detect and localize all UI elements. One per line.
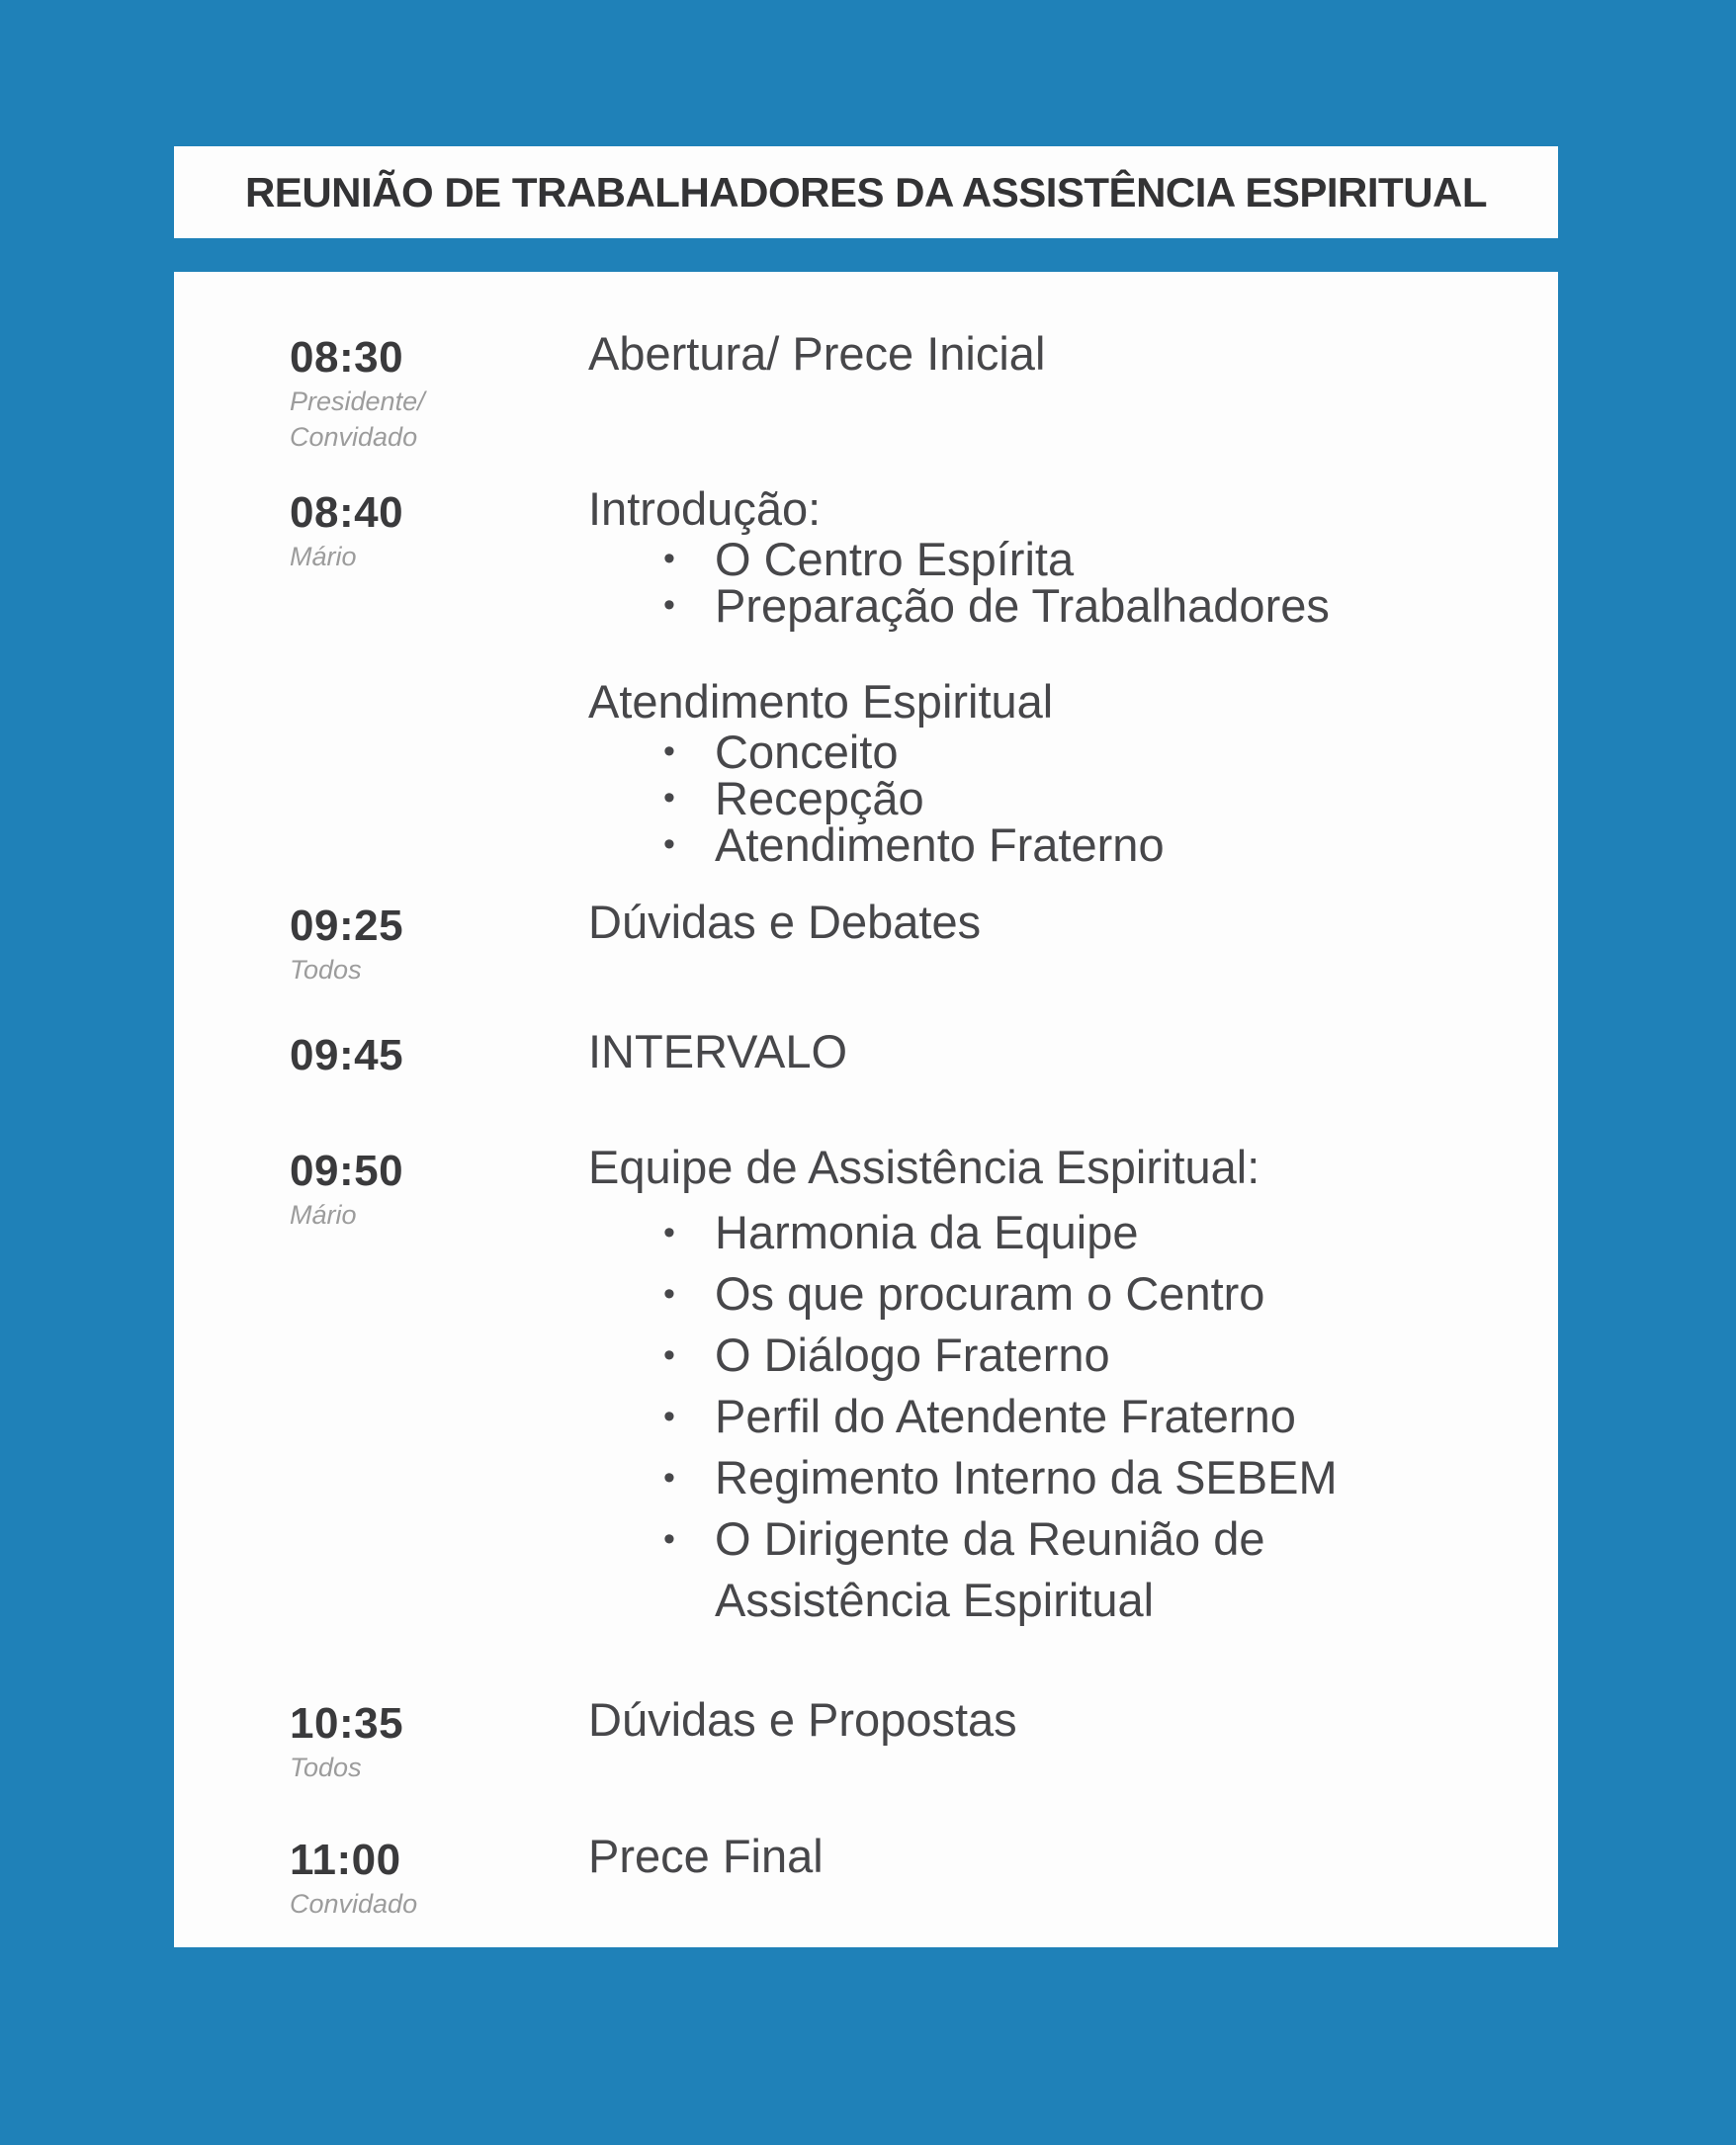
bullet-item: • Atendimento Fraterno bbox=[715, 821, 1498, 868]
bullet-item: • Preparação de Trabalhadores bbox=[715, 582, 1498, 629]
time-column bbox=[290, 1692, 576, 1785]
bullet-list bbox=[588, 726, 1498, 871]
content-column bbox=[588, 1692, 1498, 1747]
bullet-item: • Recepção bbox=[715, 775, 1498, 821]
content-column bbox=[588, 326, 1498, 381]
agenda-item-title: Dúvidas e Propostas bbox=[588, 1693, 1017, 1746]
bullet-item: • Regimento Interno da SEBEM bbox=[715, 1447, 1498, 1508]
bullet-list bbox=[588, 533, 1498, 632]
page-title: REUNIÃO DE TRABALHADORES DA ASSISTÊNCIA ESPIRITUAL bbox=[244, 168, 1488, 215]
content-column bbox=[588, 1829, 1498, 1883]
agenda-item-title: INTERVALO bbox=[588, 1025, 848, 1077]
speaker-label: Mário bbox=[290, 1200, 357, 1230]
bullet-item: • Perfil do Atendente Fraterno bbox=[715, 1386, 1498, 1447]
agenda-section bbox=[588, 481, 1498, 632]
agenda-item-title: Dúvidas e Debates bbox=[588, 896, 982, 948]
time-column bbox=[290, 326, 576, 455]
time-label: 09:50 bbox=[290, 1147, 404, 1195]
agenda-item-title: Abertura/ Prece Inicial bbox=[588, 327, 1046, 380]
header-card bbox=[174, 146, 1558, 238]
agenda-card bbox=[174, 272, 1558, 1947]
section-heading: Atendimento Espiritual bbox=[588, 675, 1054, 728]
content-column bbox=[588, 1140, 1498, 1631]
content-column bbox=[588, 1024, 1498, 1078]
agenda-section bbox=[588, 674, 1498, 871]
bullet-list bbox=[588, 1202, 1498, 1631]
speaker-label: Convidado bbox=[290, 422, 418, 452]
speaker-label: Todos bbox=[290, 955, 362, 985]
section-heading: Introdução: bbox=[588, 482, 822, 535]
bullet-item: • Harmonia da Equipe bbox=[715, 1202, 1498, 1263]
time-label: 09:25 bbox=[290, 901, 404, 950]
bullet-item: • O Centro Espírita bbox=[715, 536, 1498, 582]
content-column bbox=[588, 895, 1498, 949]
time-column bbox=[290, 895, 576, 987]
bullet-item: • Conceito bbox=[715, 729, 1498, 775]
content-column bbox=[588, 481, 1498, 871]
section-heading: Equipe de Assistência Espiritual: bbox=[588, 1141, 1260, 1193]
time-label: 08:30 bbox=[290, 333, 404, 382]
speaker-label: Mário bbox=[290, 542, 357, 571]
speaker-label: Convidado bbox=[290, 1889, 418, 1919]
time-column bbox=[290, 1140, 576, 1233]
time-column bbox=[290, 1829, 576, 1922]
agenda-item-title: Prece Final bbox=[588, 1830, 824, 1882]
time-label: 09:45 bbox=[290, 1031, 404, 1079]
time-label: 11:00 bbox=[290, 1836, 401, 1884]
time-column bbox=[290, 1024, 576, 1081]
speaker-label: Presidente/ bbox=[290, 386, 425, 416]
bullet-item: • O Diálogo Fraterno bbox=[715, 1325, 1498, 1386]
time-column bbox=[290, 481, 576, 574]
agenda-section bbox=[588, 1140, 1498, 1631]
bullet-item: • O Dirigente da Reunião de Assistência Espiritual bbox=[715, 1508, 1498, 1631]
bullet-item: • Os que procuram o Centro bbox=[715, 1263, 1498, 1325]
time-label: 08:40 bbox=[290, 488, 404, 537]
time-label: 10:35 bbox=[290, 1699, 404, 1748]
speaker-label: Todos bbox=[290, 1753, 362, 1782]
